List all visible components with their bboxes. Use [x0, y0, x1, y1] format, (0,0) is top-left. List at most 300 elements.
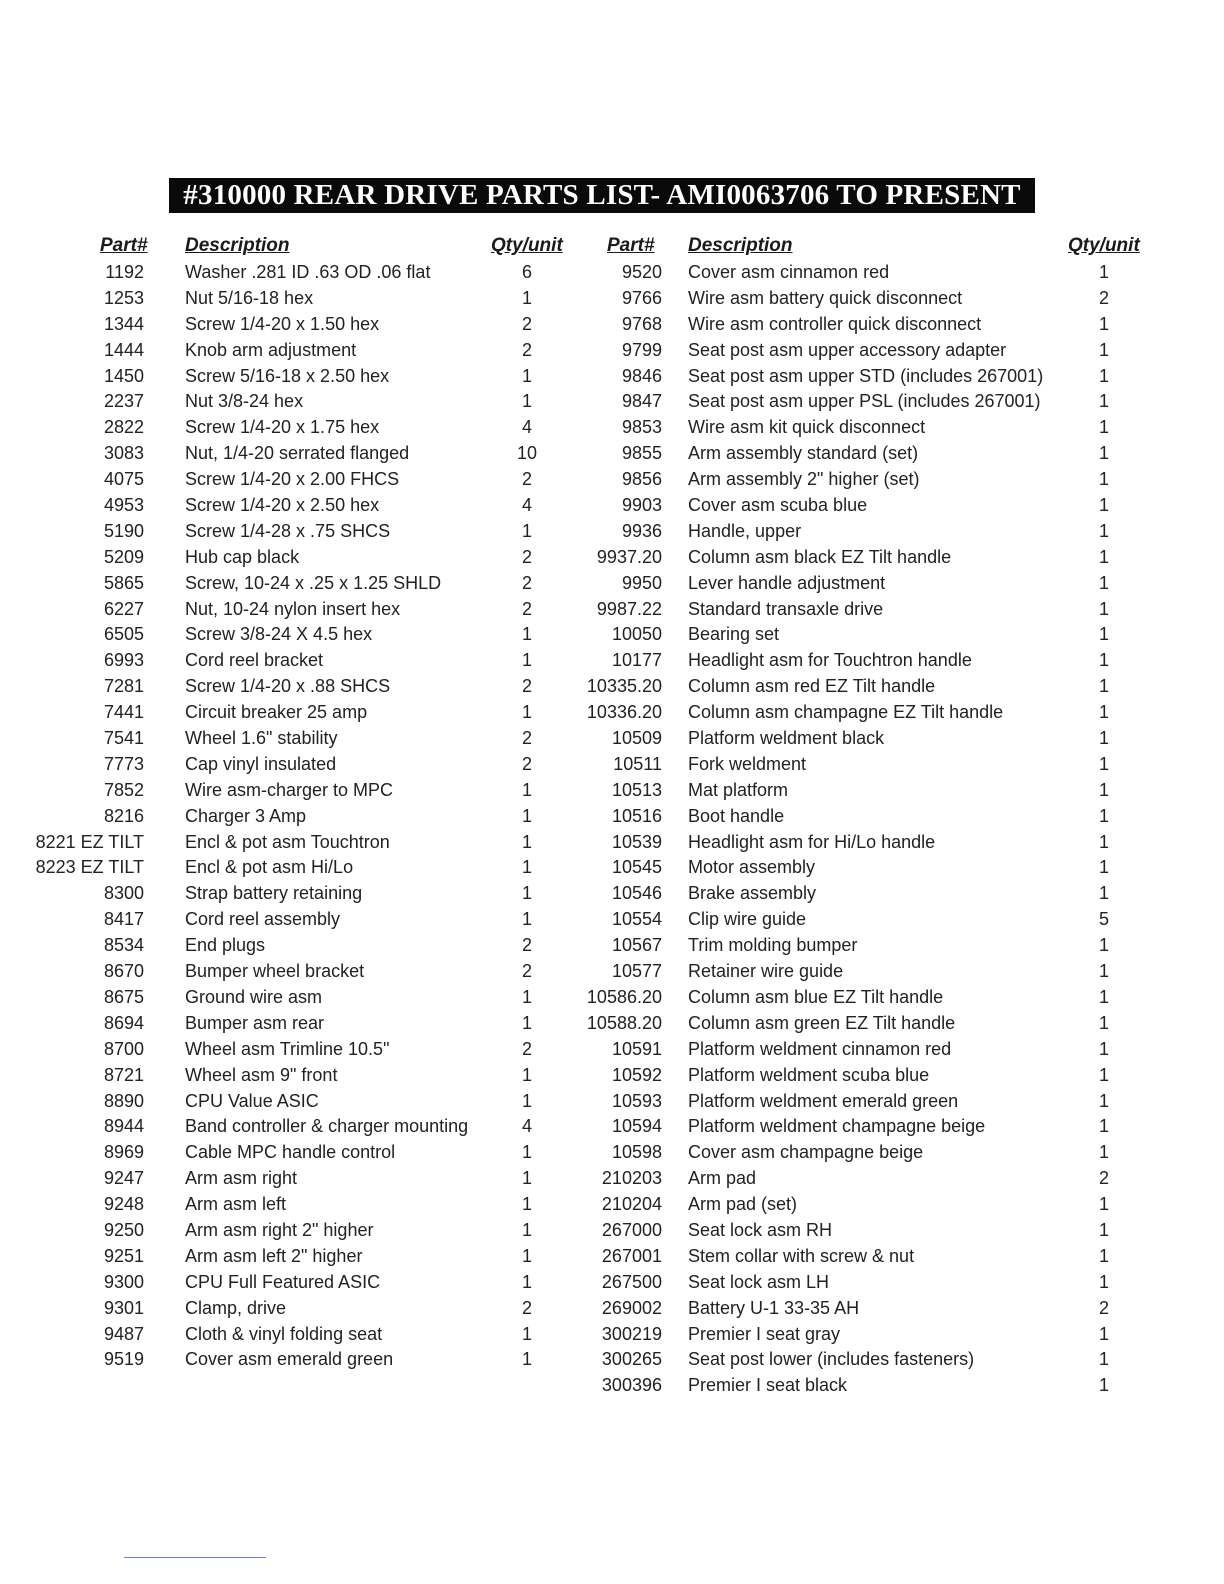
- part-description: Column asm red EZ Tilt handle: [688, 676, 936, 697]
- part-description: Bumper wheel bracket: [185, 961, 365, 982]
- part-number: 9936: [621, 520, 662, 541]
- part-number: 9855: [621, 443, 662, 464]
- table-row: [0, 1063, 1224, 1089]
- table-row: [0, 441, 1224, 467]
- part-number: 6993: [103, 650, 144, 671]
- part-description: Cover asm scuba blue: [688, 495, 868, 516]
- part-qty: 1: [1098, 702, 1109, 723]
- table-row: [0, 674, 1224, 700]
- part-number: 1253: [103, 287, 144, 308]
- part-number: 8944: [103, 1116, 144, 1137]
- part-number: 6505: [103, 624, 144, 645]
- part-qty: 1: [1098, 1245, 1109, 1266]
- table-row: [0, 597, 1224, 623]
- table-row: [0, 622, 1224, 648]
- part-number: 9903: [621, 495, 662, 516]
- part-description: Clip wire guide: [688, 909, 807, 930]
- table-row: [0, 933, 1224, 959]
- table-row: [0, 804, 1224, 830]
- table-row: [0, 855, 1224, 881]
- part-number: 9847: [621, 391, 662, 412]
- part-description: Cable MPC handle control: [185, 1142, 396, 1163]
- part-description: Cord reel bracket: [185, 650, 324, 671]
- part-description: Headlight asm for Touchtron handle: [688, 650, 972, 671]
- part-qty: 1: [1098, 857, 1109, 878]
- table-row: [0, 467, 1224, 493]
- part-qty: 1: [1098, 598, 1109, 619]
- part-number: 9846: [621, 365, 662, 386]
- part-qty: 2: [1098, 287, 1109, 308]
- part-qty: 2: [521, 598, 532, 619]
- part-description: Bumper asm rear: [185, 1012, 325, 1033]
- part-qty: 1: [1098, 728, 1109, 749]
- table-row: [0, 312, 1224, 338]
- part-qty: 2: [521, 469, 532, 490]
- part-qty: 1: [1098, 986, 1109, 1007]
- part-number: 300396: [601, 1375, 662, 1396]
- table-row: [0, 364, 1224, 390]
- part-number: 10177: [611, 650, 662, 671]
- part-description: Wheel asm 9" front: [185, 1064, 338, 1085]
- table-row: [0, 1347, 1224, 1373]
- part-number: 8417: [103, 909, 144, 930]
- part-number: 267500: [601, 1271, 662, 1292]
- table-row: [0, 571, 1224, 597]
- part-number: 6227: [103, 598, 144, 619]
- part-qty: 1: [1098, 1142, 1109, 1163]
- part-qty: 1: [1098, 520, 1109, 541]
- part-description: Circuit breaker 25 amp: [185, 702, 368, 723]
- part-description: Arm asm left 2" higher: [185, 1245, 363, 1266]
- part-number: 8969: [103, 1142, 144, 1163]
- part-description: Platform weldment cinnamon red: [688, 1038, 952, 1059]
- part-number: 4075: [103, 469, 144, 490]
- part-qty: 1: [521, 520, 532, 541]
- part-number: 9768: [621, 313, 662, 334]
- part-qty: 1: [521, 1142, 532, 1163]
- part-description: Wire asm-charger to MPC: [185, 779, 394, 800]
- part-qty: 1: [521, 805, 532, 826]
- part-qty: 1: [521, 1090, 532, 1111]
- table-row: [0, 1089, 1224, 1115]
- table-row: [0, 286, 1224, 312]
- part-number: 5865: [103, 572, 144, 593]
- part-qty: 1: [1098, 469, 1109, 490]
- part-number: 1344: [103, 313, 144, 334]
- part-description: Strap battery retaining: [185, 883, 363, 904]
- part-qty: 1: [521, 831, 532, 852]
- part-qty: 4: [521, 417, 532, 438]
- part-number: 10592: [611, 1064, 662, 1085]
- part-number: 8721: [103, 1064, 144, 1085]
- part-number: 9937.20: [596, 546, 662, 567]
- table-row: [0, 985, 1224, 1011]
- part-description: Handle, upper: [688, 520, 802, 541]
- part-description: Premier I seat black: [688, 1375, 848, 1396]
- part-description: Wheel 1.6" stability: [185, 728, 338, 749]
- table-row: [0, 1037, 1224, 1063]
- part-qty: 1: [1098, 624, 1109, 645]
- part-description: Standard transaxle drive: [688, 598, 884, 619]
- part-number: 7441: [103, 702, 144, 723]
- part-number: 8670: [103, 961, 144, 982]
- part-qty: 1: [1098, 417, 1109, 438]
- footer-rule: [124, 1557, 266, 1558]
- part-description: Stem collar with screw & nut: [688, 1245, 915, 1266]
- part-description: Retainer wire guide: [688, 961, 844, 982]
- part-qty: 1: [1098, 753, 1109, 774]
- part-qty: 1: [1098, 831, 1109, 852]
- part-qty: 1: [1098, 572, 1109, 593]
- part-number: 9251: [103, 1245, 144, 1266]
- part-description: Seat post asm upper accessory adapter: [688, 339, 1007, 360]
- part-qty: 1: [1098, 1194, 1109, 1215]
- part-description: Arm asm right 2" higher: [185, 1219, 374, 1240]
- part-number: 9856: [621, 469, 662, 490]
- part-qty: 6: [521, 262, 532, 282]
- part-number: 10336.20: [586, 702, 662, 723]
- part-number: 9300: [103, 1271, 144, 1292]
- part-number: 8675: [103, 986, 144, 1007]
- part-qty: 1: [1098, 1219, 1109, 1240]
- part-number: 300265: [601, 1349, 662, 1370]
- part-qty: 1: [1098, 1116, 1109, 1137]
- table-row: [0, 1114, 1224, 1140]
- part-description: Platform weldment scuba blue: [688, 1064, 930, 1085]
- part-number: 7281: [103, 676, 144, 697]
- part-qty: 1: [1098, 1038, 1109, 1059]
- part-number: 210203: [601, 1168, 662, 1189]
- part-qty: 1: [1098, 883, 1109, 904]
- part-description: Wire asm kit quick disconnect: [688, 417, 926, 438]
- table-row: [0, 648, 1224, 674]
- part-number: 267000: [601, 1219, 662, 1240]
- part-number: 8216: [103, 805, 144, 826]
- right-parts-table: [0, 260, 1224, 1399]
- part-number: 9853: [621, 417, 662, 438]
- part-number: 9950: [621, 572, 662, 593]
- part-qty: 1: [521, 1271, 532, 1292]
- part-number: 9520: [621, 262, 662, 282]
- part-description: Screw 1/4-20 x 2.50 hex: [185, 495, 380, 516]
- part-number: 1192: [105, 262, 144, 282]
- part-number: 9987.22: [596, 598, 662, 619]
- part-description: Washer .281 ID .63 OD .06 flat: [185, 262, 431, 282]
- part-number: 10539: [611, 831, 662, 852]
- part-qty: 1: [521, 391, 532, 412]
- part-description: Clamp, drive: [185, 1297, 287, 1318]
- part-description: Screw 5/16-18 x 2.50 hex: [185, 365, 390, 386]
- part-description: Screw 1/4-20 x .88 SHCS: [185, 676, 391, 697]
- part-description: Seat post lower (includes fasteners): [688, 1349, 975, 1370]
- part-description: Motor assembly: [688, 857, 816, 878]
- part-number: 10594: [611, 1116, 662, 1137]
- part-description: Brake assembly: [688, 883, 817, 904]
- part-number: 10050: [611, 624, 662, 645]
- part-qty: 2: [521, 961, 532, 982]
- part-number: 8534: [103, 935, 144, 956]
- part-qty: 1: [521, 365, 532, 386]
- part-description: Screw, 10-24 x .25 x 1.25 SHLD: [185, 572, 442, 593]
- part-description: Wire asm battery quick disconnect: [688, 287, 963, 308]
- part-number: 10567: [611, 935, 662, 956]
- part-number: 1444: [103, 339, 144, 360]
- table-row: [0, 959, 1224, 985]
- part-qty: 1: [1098, 1090, 1109, 1111]
- part-number: 8223 EZ TILT: [35, 857, 144, 878]
- part-description: Seat post asm upper STD (includes 267001): [688, 365, 1044, 386]
- part-qty: 1: [521, 1219, 532, 1240]
- table-row: [0, 752, 1224, 778]
- part-number: 5209: [103, 546, 144, 567]
- part-description: Encl & pot asm Hi/Lo: [185, 857, 354, 878]
- part-number: 9250: [103, 1219, 144, 1240]
- part-description: Screw 1/4-20 x 1.75 hex: [185, 417, 380, 438]
- part-qty: 5: [1098, 909, 1109, 930]
- part-qty: 1: [1098, 676, 1109, 697]
- part-description: Column asm green EZ Tilt handle: [688, 1012, 956, 1033]
- part-number: 10554: [611, 909, 662, 930]
- table-row: [0, 1373, 1224, 1399]
- part-description: Cover asm cinnamon red: [688, 262, 890, 282]
- part-description: Premier I seat gray: [688, 1323, 841, 1344]
- table-row: [0, 1011, 1224, 1037]
- table-row: [0, 545, 1224, 571]
- part-qty: 1: [1098, 339, 1109, 360]
- part-qty: 1: [1098, 1349, 1109, 1370]
- part-qty: 1: [1098, 365, 1109, 386]
- part-qty: 1: [521, 624, 532, 645]
- part-qty: 2: [521, 1038, 532, 1059]
- part-description: Fork weldment: [688, 753, 807, 774]
- part-description: Headlight asm for Hi/Lo handle: [688, 831, 936, 852]
- table-row: [0, 881, 1224, 907]
- part-description: Screw 3/8-24 X 4.5 hex: [185, 624, 373, 645]
- part-number: 8700: [103, 1038, 144, 1059]
- part-number: 2237: [103, 391, 144, 412]
- part-number: 7852: [103, 779, 144, 800]
- part-description: Mat platform: [688, 779, 789, 800]
- part-description: Lever handle adjustment: [688, 572, 886, 593]
- table-row: [0, 1192, 1224, 1218]
- part-number: 10511: [613, 753, 662, 774]
- part-qty: 1: [521, 857, 532, 878]
- table-row: [0, 493, 1224, 519]
- part-qty: 1: [521, 702, 532, 723]
- part-description: Seat post asm upper PSL (includes 267001): [688, 391, 1041, 412]
- part-qty: 1: [521, 1194, 532, 1215]
- part-description: Column asm champagne EZ Tilt handle: [688, 702, 1004, 723]
- part-description: Platform weldment emerald green: [688, 1090, 959, 1111]
- part-number: 10509: [611, 728, 662, 749]
- part-qty: 2: [521, 728, 532, 749]
- part-number: 8300: [103, 883, 144, 904]
- part-description: Cap vinyl insulated: [185, 753, 337, 774]
- part-description: Encl & pot asm Touchtron: [185, 831, 390, 852]
- part-qty: 2: [521, 313, 532, 334]
- left-header-qty: Qty/unit: [491, 235, 563, 256]
- table-row: [0, 1270, 1224, 1296]
- part-description: Cord reel assembly: [185, 909, 341, 930]
- part-description: Arm assembly 2" higher (set): [688, 469, 920, 490]
- part-qty: 4: [521, 495, 532, 516]
- part-qty: 1: [521, 650, 532, 671]
- part-description: Bearing set: [688, 624, 780, 645]
- part-qty: 2: [521, 339, 532, 360]
- part-qty: 1: [1098, 1271, 1109, 1292]
- table-row: [0, 726, 1224, 752]
- part-number: 10545: [611, 857, 662, 878]
- table-row: [0, 1296, 1224, 1322]
- part-description: Nut, 1/4-20 serrated flanged: [185, 443, 410, 464]
- part-description: Arm pad (set): [688, 1194, 798, 1215]
- part-qty: 2: [1098, 1168, 1109, 1189]
- part-description: Wheel asm Trimline 10.5": [185, 1038, 390, 1059]
- part-number: 5190: [103, 520, 144, 541]
- table-row: [0, 415, 1224, 441]
- table-row: [0, 830, 1224, 856]
- part-number: 10591: [611, 1038, 662, 1059]
- part-number: 9301: [103, 1297, 144, 1318]
- part-number: 9766: [621, 287, 662, 308]
- part-qty: 1: [521, 779, 532, 800]
- part-description: Boot handle: [688, 805, 785, 826]
- part-number: 3083: [103, 443, 144, 464]
- part-number: 267001: [601, 1245, 662, 1266]
- part-qty: 1: [1098, 546, 1109, 567]
- part-qty: 1: [1098, 650, 1109, 671]
- table-row: [0, 1166, 1224, 1192]
- part-description: Platform weldment black: [688, 728, 885, 749]
- part-description: Ground wire asm: [185, 986, 323, 1007]
- part-description: CPU Full Featured ASIC: [185, 1271, 381, 1292]
- part-number: 9248: [103, 1194, 144, 1215]
- table-row: [0, 1140, 1224, 1166]
- part-description: Screw 1/4-20 x 1.50 hex: [185, 313, 380, 334]
- part-qty: 2: [521, 1297, 532, 1318]
- part-description: Band controller & charger mounting: [185, 1116, 469, 1137]
- part-qty: 1: [521, 883, 532, 904]
- part-number: 9247: [103, 1168, 144, 1189]
- part-qty: 1: [1098, 1064, 1109, 1085]
- part-description: Battery U-1 33-35 AH: [688, 1297, 860, 1318]
- part-description: Arm assembly standard (set): [688, 443, 919, 464]
- part-description: Hub cap black: [185, 546, 300, 567]
- part-qty: 1: [521, 986, 532, 1007]
- part-number: 10513: [611, 779, 662, 800]
- part-number: 2822: [103, 417, 144, 438]
- part-qty: 1: [1098, 779, 1109, 800]
- right-header-qty: Qty/unit: [1068, 235, 1140, 256]
- part-description: Arm asm right: [185, 1168, 298, 1189]
- part-qty: 1: [521, 287, 532, 308]
- part-description: Arm asm left: [185, 1194, 287, 1215]
- part-description: End plugs: [185, 935, 266, 956]
- part-qty: 1: [521, 1064, 532, 1085]
- part-number: 8890: [103, 1090, 144, 1111]
- part-qty: 1: [521, 1323, 532, 1344]
- part-description: Nut, 10-24 nylon insert hex: [185, 598, 401, 619]
- part-description: Cover asm emerald green: [185, 1349, 394, 1370]
- part-number: 210204: [601, 1194, 662, 1215]
- part-qty: 1: [1098, 495, 1109, 516]
- part-number: 7541: [103, 728, 144, 749]
- table-row: [0, 1244, 1224, 1270]
- part-description: Charger 3 Amp: [185, 805, 307, 826]
- table-row: [0, 1218, 1224, 1244]
- part-description: Knob arm adjustment: [185, 339, 357, 360]
- part-qty: 1: [521, 909, 532, 930]
- part-qty: 1: [1098, 443, 1109, 464]
- table-row: [0, 260, 1224, 286]
- part-number: 10588.20: [586, 1012, 662, 1033]
- table-row: [0, 389, 1224, 415]
- part-number: 10577: [611, 961, 662, 982]
- left-header-part: Part#: [100, 235, 148, 256]
- part-number: 7773: [103, 753, 144, 774]
- table-row: [0, 700, 1224, 726]
- left-header-description: Description: [185, 235, 290, 256]
- part-description: Screw 1/4-20 x 2.00 FHCS: [185, 469, 400, 490]
- part-qty: 1: [521, 1349, 532, 1370]
- part-number: 9487: [103, 1323, 144, 1344]
- part-description: Wire asm controller quick disconnect: [688, 313, 982, 334]
- part-qty: 1: [521, 1245, 532, 1266]
- part-description: Cloth & vinyl folding seat: [185, 1323, 383, 1344]
- part-description: Cover asm champagne beige: [688, 1142, 924, 1163]
- part-description: Arm pad: [688, 1168, 757, 1189]
- part-qty: 1: [521, 1012, 532, 1033]
- part-qty: 2: [521, 572, 532, 593]
- part-number: 300219: [601, 1323, 662, 1344]
- part-qty: 1: [1098, 262, 1109, 282]
- part-qty: 2: [521, 935, 532, 956]
- part-number: 8221 EZ TILT: [35, 831, 144, 852]
- table-row: [0, 907, 1224, 933]
- table-row: [0, 519, 1224, 545]
- part-number: 10598: [611, 1142, 662, 1163]
- part-number: 9519: [103, 1349, 144, 1370]
- part-description: Screw 1/4-28 x .75 SHCS: [185, 520, 391, 541]
- part-qty: 4: [521, 1116, 532, 1137]
- part-qty: 1: [1098, 1323, 1109, 1344]
- part-description: CPU Value ASIC: [185, 1090, 319, 1111]
- part-qty: 1: [1098, 313, 1109, 334]
- table-row: [0, 1322, 1224, 1348]
- page-title: #310000 REAR DRIVE PARTS LIST- AMI0063706 TO PRESENT: [169, 178, 1035, 213]
- part-qty: 2: [521, 676, 532, 697]
- part-description: Platform weldment champagne beige: [688, 1116, 986, 1137]
- part-number: 9799: [621, 339, 662, 360]
- table-row: [0, 778, 1224, 804]
- part-description: Trim molding bumper: [688, 935, 858, 956]
- part-description: Seat lock asm RH: [688, 1219, 833, 1240]
- right-header-part: Part#: [607, 235, 655, 256]
- part-qty: 2: [521, 753, 532, 774]
- right-header-description: Description: [688, 235, 793, 256]
- part-number: 10546: [611, 883, 662, 904]
- part-qty: 2: [1098, 1297, 1109, 1318]
- part-number: 4953: [103, 495, 144, 516]
- part-qty: 1: [1098, 1012, 1109, 1033]
- part-qty: 1: [1098, 961, 1109, 982]
- part-qty: 1: [1098, 805, 1109, 826]
- part-description: Seat lock asm LH: [688, 1271, 830, 1292]
- part-description: Nut 5/16-18 hex: [185, 287, 314, 308]
- part-qty: 1: [1098, 391, 1109, 412]
- table-row: [0, 338, 1224, 364]
- part-qty: 1: [521, 1168, 532, 1189]
